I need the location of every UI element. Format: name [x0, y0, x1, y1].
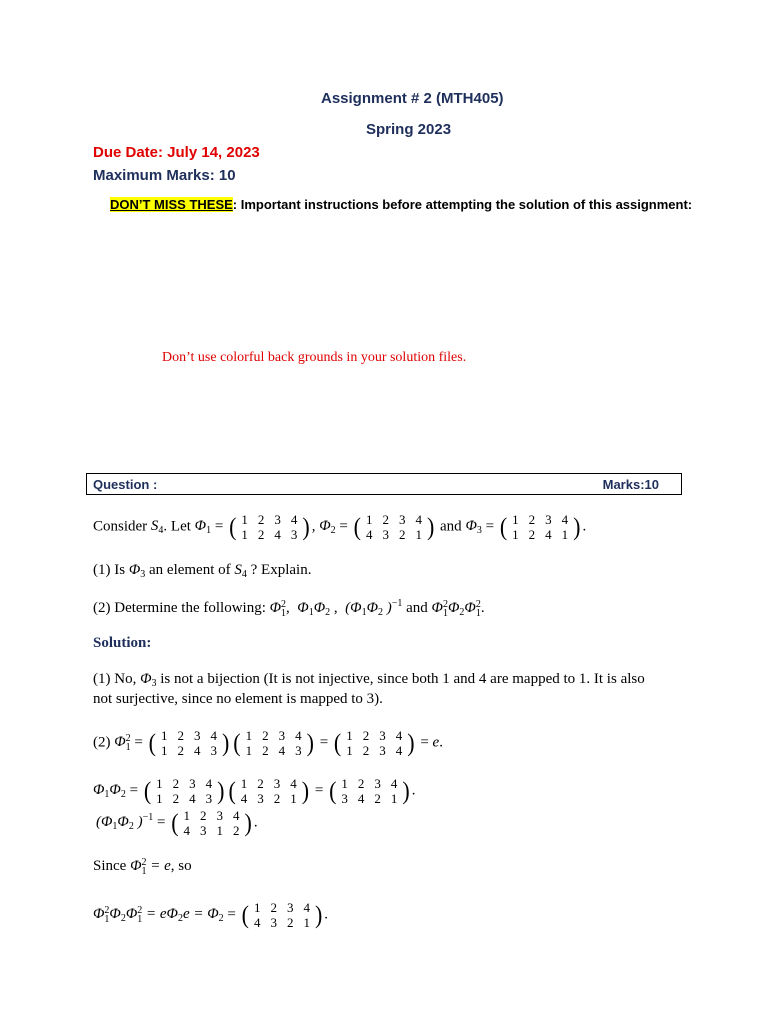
permutation-matrix	[361, 512, 427, 542]
matrix-bottom-cell: 3	[295, 743, 302, 758]
question-part1: (1) Is $\Phi_3$ an element of $S_4$ ? Explain.	[93, 562, 312, 580]
let-text: . Let	[163, 518, 191, 535]
matrix-bottom-cell: 1	[415, 527, 422, 542]
matrix-top-cell: 4	[205, 776, 213, 791]
matrix-bottom-cell: 3	[257, 791, 264, 806]
phi3-symbol: $\Phi_3$	[465, 518, 482, 537]
left-paren: (	[143, 776, 152, 805]
matrix-bottom-cell: 4	[189, 791, 196, 806]
matrix-bottom-cell: 2	[172, 791, 180, 806]
matrix-top-cell: 2	[177, 728, 184, 743]
left-paren: (	[241, 900, 249, 929]
s4-symbol: $S_4$	[150, 518, 164, 537]
left-paren: (	[228, 776, 236, 805]
matrix-bottom-cell: 1	[290, 791, 297, 806]
matrix-top-cell: 3	[273, 776, 281, 791]
matrix-top-cell: 1	[346, 728, 353, 743]
matrix-top-cell: 1	[512, 512, 519, 527]
matrix-top-cell: 3	[545, 512, 552, 527]
phi2-permutation	[242, 898, 323, 932]
matrix-top-cell: 2	[257, 776, 264, 791]
matrix-top-cell: 2	[262, 728, 269, 743]
question-statement: Consider $S_4$. Let $\Phi_1$ = ( 1 2 3 4 1 2 4 3 ) , $\Phi_2$ = ( 1 2 3 4 4 3 2 1 ) and $\Phi_3$ = ( 1 2 3 4 1 2 4 1 ) .	[93, 510, 586, 544]
permutation-matrix	[341, 728, 407, 758]
matrix-bottom-cell: 4	[183, 823, 191, 838]
matrix-top-cell: 1	[253, 900, 261, 915]
ans1-prefix: (1) No,	[93, 671, 137, 687]
right-paren: )	[301, 776, 310, 805]
left-paren: (	[353, 512, 361, 541]
matrix-bottom-cell: 2	[257, 527, 265, 542]
phi1-permutation	[233, 726, 314, 760]
left-paren: (	[229, 512, 237, 541]
warning-text: : Important instructions before attempting the solution of this assignment:	[232, 197, 693, 212]
matrix-top-cell: 3	[189, 776, 196, 791]
matrix-top-cell: 1	[156, 776, 163, 791]
right-paren: )	[314, 900, 323, 929]
question-label: Question :	[93, 477, 158, 492]
matrix-bottom-cell: 4	[545, 527, 552, 542]
question-header-box	[86, 473, 682, 495]
matrix-bottom-cell: 4	[274, 527, 281, 542]
answer2-phi1-squared: (2) Φ2 1 = ( 1 2 3 4 1 2 4 3 ) ( 1 2 3 4 1 2 4 3 ) = ( 1 2 3 4 1 2 3 4 ) = e.	[93, 726, 443, 760]
matrix-bottom-cell: 2	[528, 527, 536, 542]
matrix-top-cell: 2	[257, 512, 265, 527]
right-paren: )	[221, 728, 230, 757]
question-part2: (2) Determine the following: Φ2 1, $\Phi_1\Phi_2$ , ($\Phi_1\Phi_2$ )$^{-1}$ and Φ2 $1\Phi_2\Phi 2$ 1.	[93, 598, 485, 619]
phi1-symbol: $\Phi_1$	[194, 518, 212, 537]
left-paren: (	[333, 728, 342, 757]
matrix-bottom-cell: 4	[365, 527, 373, 542]
instructions-line	[110, 197, 692, 212]
matrix-top-cell: 4	[561, 512, 569, 527]
product-line: $\Phi_1\Phi_2$ = ( 1 2 3 4 1 2 4 3 ) ( 1 2 3 4 4 3 2 1 ) = ( 1 2 3 4 3 4 2 1 ) .	[93, 774, 416, 808]
matrix-top-cell: 2	[528, 512, 536, 527]
right-paren: )	[407, 728, 415, 757]
matrix-top-cell: 2	[362, 728, 370, 743]
phi1-permutation	[229, 510, 310, 544]
matrix-top-cell: 3	[278, 728, 286, 743]
permutation-matrix	[336, 776, 402, 806]
matrix-top-cell: 3	[193, 728, 201, 743]
matrix-bottom-cell: 4	[240, 791, 248, 806]
identity-permutation	[334, 726, 415, 760]
matrix-bottom-cell: 1	[160, 743, 168, 758]
ans1-text: is not a bijection (It is not injective, since both 1 and 4 are mapped to 1. It is also	[160, 671, 645, 687]
ans2-prefix: (2)	[93, 734, 111, 751]
matrix-top-cell: 3	[216, 808, 224, 823]
matrix-top-cell: 4	[390, 776, 398, 791]
and-text: and	[440, 518, 462, 535]
matrix-bottom-cell: 4	[253, 915, 261, 930]
matrix-bottom-cell: 3	[290, 527, 298, 542]
matrix-bottom-cell: 1	[216, 823, 224, 838]
right-paren: )	[402, 776, 410, 805]
matrix-bottom-cell: 3	[382, 527, 389, 542]
matrix-top-cell: 3	[274, 512, 281, 527]
matrix-top-cell: 4	[395, 728, 403, 743]
matrix-bottom-cell: 4	[193, 743, 201, 758]
matrix-bottom-cell: 2	[233, 823, 240, 838]
phi3-permutation	[500, 510, 581, 544]
matrix-bottom-cell: 3	[210, 743, 217, 758]
matrix-bottom-cell: 1	[245, 743, 253, 758]
matrix-top-cell: 4	[415, 512, 422, 527]
answer1-line1: (1) No, $\Phi_3$ is not a bijection (It is not injective, since both 1 and 4 are mapped to 1. It is also	[93, 671, 645, 689]
right-paren: )	[244, 808, 252, 837]
matrix-bottom-cell: 2	[262, 743, 269, 758]
permutation-matrix	[507, 512, 573, 542]
matrix-bottom-cell: 1	[390, 791, 398, 806]
matrix-top-cell: 2	[200, 808, 207, 823]
right-paren: )	[302, 512, 310, 541]
matrix-bottom-cell: 4	[278, 743, 286, 758]
matrix-top-cell: 4	[290, 512, 298, 527]
permutation-matrix	[179, 808, 245, 838]
matrix-bottom-cell: 1	[156, 791, 163, 806]
part1-text: (1) Is	[93, 562, 126, 578]
permutation-matrix	[236, 776, 302, 806]
maximum-marks: Maximum Marks: 10	[93, 167, 236, 184]
matrix-top-cell: 1	[341, 776, 348, 791]
matrix-top-cell: 1	[240, 776, 248, 791]
question-marks: Marks:10	[602, 477, 659, 492]
matrix-top-cell: 4	[295, 728, 302, 743]
matrix-top-cell: 1	[241, 512, 248, 527]
product-permutation	[329, 774, 410, 808]
solution-heading: Solution:	[93, 635, 152, 651]
matrix-bottom-cell: 2	[374, 791, 381, 806]
part1-tail-text: ? Explain.	[250, 562, 312, 578]
matrix-bottom-cell: 3	[379, 743, 386, 758]
right-paren: )	[217, 776, 225, 805]
matrix-top-cell: 2	[357, 776, 365, 791]
matrix-top-cell: 3	[379, 728, 386, 743]
matrix-bottom-cell: 1	[241, 527, 248, 542]
matrix-top-cell: 4	[303, 900, 310, 915]
answer1-line2: not surjective, since no element is mapped to 3).	[93, 691, 383, 707]
part2-and-text: and	[406, 600, 428, 616]
matrix-bottom-cell: 2	[362, 743, 370, 758]
matrix-bottom-cell: 1	[561, 527, 569, 542]
phi1-permutation	[144, 774, 225, 808]
left-paren: (	[499, 512, 508, 541]
permutation-matrix	[151, 776, 217, 806]
matrix-top-cell: 1	[245, 728, 253, 743]
phi2-permutation	[354, 510, 435, 544]
matrix-top-cell: 2	[382, 512, 389, 527]
inverse-line: ($\Phi_1\Phi_2$ )$^{-1}$ = ( 1 2 3 4 4 3 1 2 ) .	[96, 806, 258, 840]
matrix-bottom-cell: 2	[273, 791, 281, 806]
matrix-top-cell: 1	[160, 728, 168, 743]
matrix-top-cell: 4	[290, 776, 297, 791]
since-text: Since	[93, 858, 127, 874]
consider-text: Consider	[93, 518, 148, 535]
matrix-top-cell: 3	[374, 776, 381, 791]
permutation-matrix	[249, 900, 315, 930]
permutation-matrix	[156, 728, 222, 758]
right-paren: )	[306, 728, 314, 757]
due-date: Due Date: July 14, 2023	[93, 144, 260, 161]
part2-text: (2) Determine the following:	[93, 600, 266, 616]
semester-label: Spring 2023	[366, 121, 452, 138]
matrix-top-cell: 2	[172, 776, 180, 791]
phi2-symbol: $\Phi_2$	[319, 518, 336, 537]
matrix-top-cell: 4	[210, 728, 217, 743]
since-line: Since Φ2 1 = e, so	[93, 857, 192, 877]
matrix-bottom-cell: 2	[286, 915, 294, 930]
matrix-bottom-cell: 2	[398, 527, 406, 542]
right-paren: )	[426, 512, 435, 541]
matrix-bottom-cell: 3	[200, 823, 207, 838]
phi2-permutation	[228, 774, 309, 808]
matrix-top-cell: 2	[270, 900, 277, 915]
warning-highlight: DON’T MISS THESE	[110, 197, 233, 212]
inverse-permutation	[171, 806, 252, 840]
part1-end-text: an element of	[149, 562, 231, 578]
matrix-bottom-cell: 3	[270, 915, 277, 930]
phi1-permutation	[149, 726, 230, 760]
left-paren: (	[148, 728, 156, 757]
matrix-top-cell: 3	[286, 900, 294, 915]
background-note: Don’t use colorful back grounds in your solution files.	[162, 350, 467, 365]
matrix-bottom-cell: 1	[512, 527, 519, 542]
matrix-top-cell: 1	[365, 512, 373, 527]
permutation-matrix	[236, 512, 302, 542]
matrix-bottom-cell: 1	[303, 915, 310, 930]
so-text: so	[178, 858, 192, 874]
matrix-bottom-cell: 3	[341, 791, 348, 806]
matrix-bottom-cell: 4	[395, 743, 403, 758]
matrix-bottom-cell: 3	[205, 791, 213, 806]
matrix-top-cell: 3	[398, 512, 406, 527]
right-paren: )	[573, 512, 581, 541]
assignment-title: Assignment # 2 (MTH405)	[321, 90, 504, 107]
permutation-matrix	[241, 728, 307, 758]
matrix-top-cell: 4	[233, 808, 240, 823]
left-paren: (	[233, 728, 241, 757]
matrix-bottom-cell: 2	[177, 743, 184, 758]
final-line: Φ2 $1\Phi_2\Phi 2$ $1 = e\Phi_2e = \Phi_2$ = ( 1 2 3 4 4 3 2 1 ) .	[93, 898, 328, 932]
matrix-top-cell: 1	[183, 808, 191, 823]
left-paren: (	[329, 776, 337, 805]
matrix-bottom-cell: 4	[357, 791, 365, 806]
left-paren: (	[171, 808, 179, 837]
matrix-bottom-cell: 1	[346, 743, 353, 758]
